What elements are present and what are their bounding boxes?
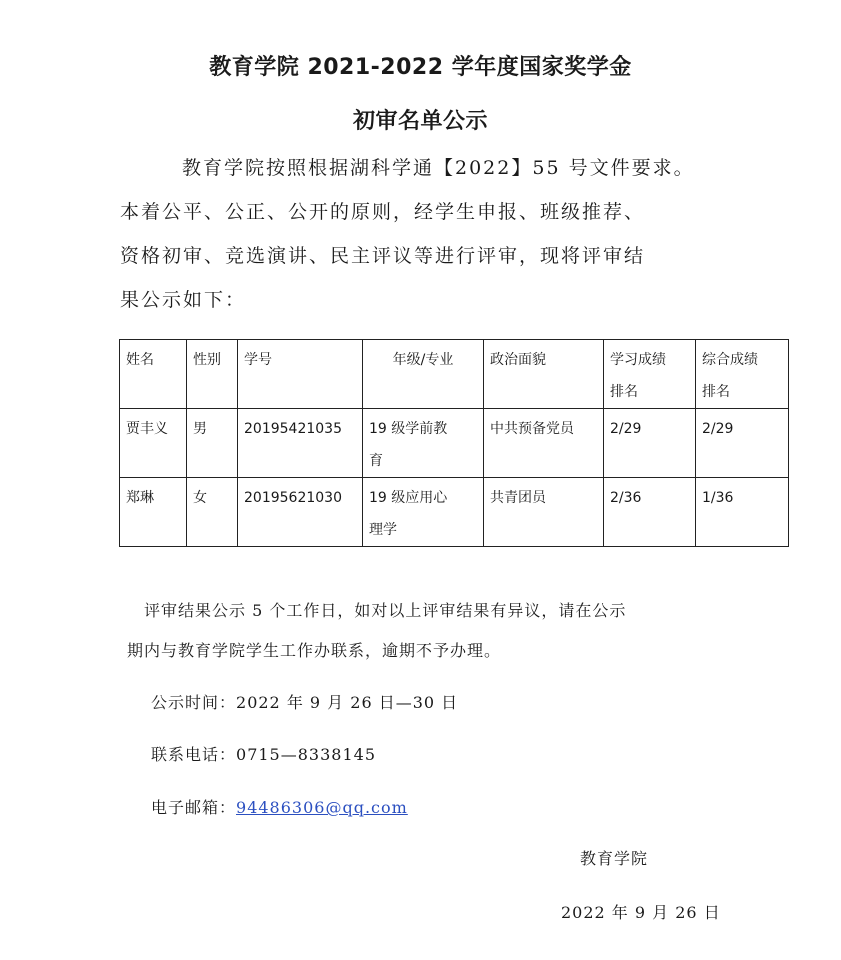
header-gender: 性别 — [187, 340, 238, 409]
header-student-id: 学号 — [238, 340, 363, 409]
email-label: 电子邮箱： — [134, 798, 237, 817]
cell-gender: 女 — [187, 478, 238, 547]
cell-student-id: 20195421035 — [238, 409, 363, 478]
header-name: 姓名 — [120, 340, 187, 409]
header-study-rank: 学习成绩 排名 — [604, 340, 696, 409]
cell-gender: 男 — [187, 409, 238, 478]
intro-line: 教育学院按照根据湖科学通【2022】55 号文件要求。 — [140, 157, 695, 179]
notice-line: 期内与教育学院学生工作办联系，逾期不予办理。 — [127, 641, 502, 660]
intro-line: 资格初审、竞选演讲、民主评议等进行评审，现将评审结 — [120, 245, 646, 267]
cell-grade-major: 19 级学前教 育 — [363, 409, 484, 478]
contact-phone — [134, 742, 376, 765]
cell-name: 贾丰义 — [120, 409, 187, 478]
cell-study-rank: 2/36 — [604, 478, 696, 547]
document-subtitle: 初审名单公示 — [352, 109, 488, 134]
publish-time-label: 公示时间： — [134, 693, 237, 712]
cell-student-id: 20195621030 — [238, 478, 363, 547]
cell-overall-rank: 1/36 — [696, 478, 789, 547]
table-row — [120, 478, 789, 547]
header-grade-major: 年级/专业 — [363, 340, 484, 409]
cell-grade-major: 19 级应用心 理学 — [363, 478, 484, 547]
document-title: 教育学院 2021-2022 学年度国家奖学金 — [209, 55, 632, 80]
table-header-row — [120, 340, 789, 409]
signature-date: 2022 年 9 月 26 日 — [561, 903, 721, 922]
phone-label: 联系电话： — [134, 745, 237, 764]
cell-name: 郑琳 — [120, 478, 187, 547]
cell-political-status: 共青团员 — [484, 478, 604, 547]
notice-line: 评审结果公示 5 个工作日，如对以上评审结果有异议，请在公示 — [127, 601, 627, 620]
intro-line: 本着公平、公正、公开的原则，经学生申报、班级推荐、 — [120, 201, 646, 223]
header-political-status: 政治面貌 — [484, 340, 604, 409]
signature-org: 教育学院 — [580, 849, 649, 868]
intro-line: 果公示如下： — [120, 289, 247, 311]
cell-overall-rank: 2/29 — [696, 409, 789, 478]
contact-email — [134, 795, 408, 818]
table-row — [120, 409, 789, 478]
cell-study-rank: 2/29 — [604, 409, 696, 478]
header-overall-rank: 综合成绩 排名 — [696, 340, 789, 409]
scholarship-table — [119, 339, 789, 547]
email-link[interactable]: 94486306@qq.com — [236, 798, 408, 817]
publish-time-value: 2022 年 9 月 26 日—30 日 — [236, 693, 459, 712]
phone-value: 0715—8338145 — [236, 745, 376, 764]
publish-time — [134, 690, 458, 713]
cell-political-status: 中共预备党员 — [484, 409, 604, 478]
